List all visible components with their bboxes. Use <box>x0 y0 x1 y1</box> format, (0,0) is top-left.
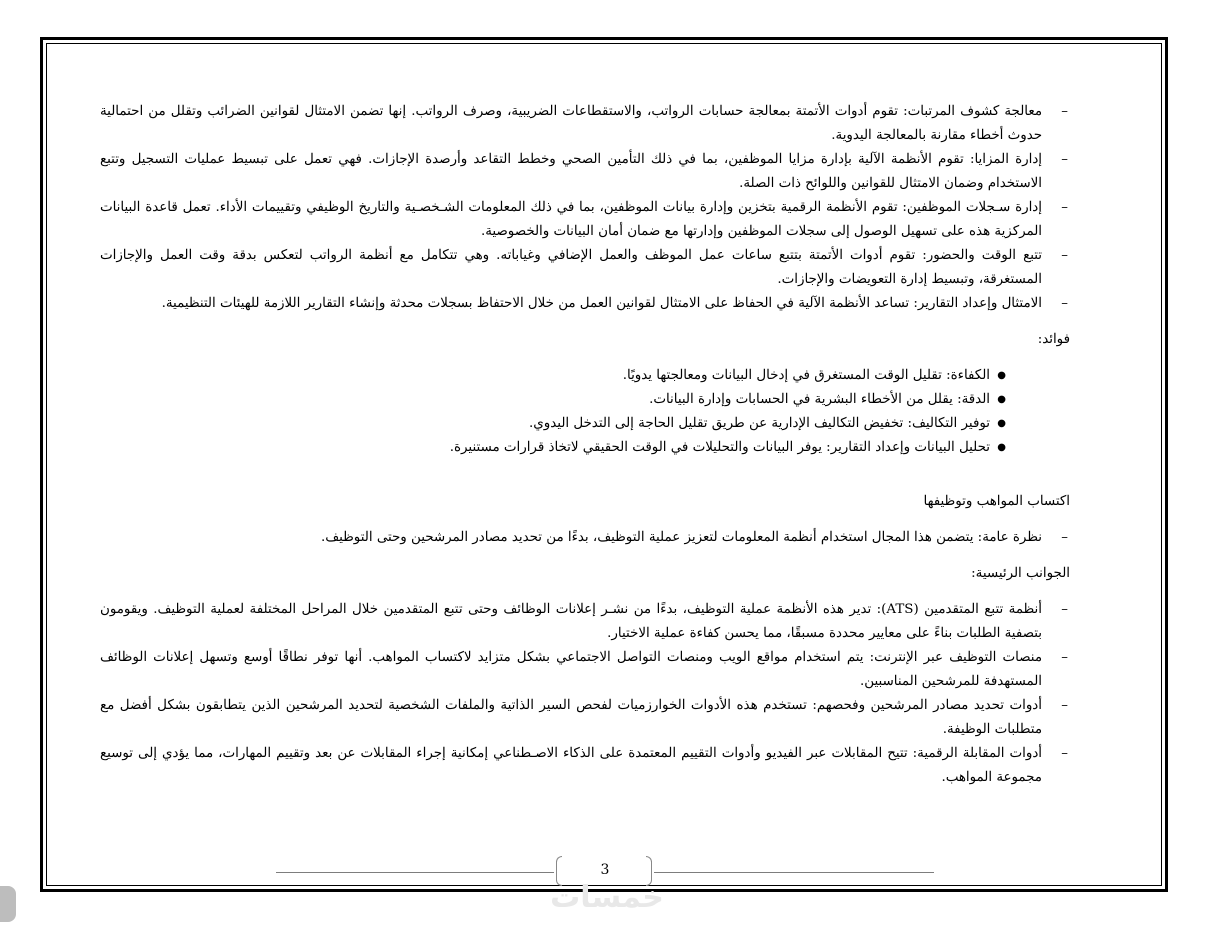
benefit-text: الدقة: يقلل من الأخطاء البشرية في الحسابات وإدارة البيانات. <box>649 392 990 407</box>
dash-marker: – <box>1061 200 1068 215</box>
list-item <box>100 292 1070 316</box>
list-item-text: إدارة سـجلات الموظفين: تقوم الأنظمة الرقمية بتخزين وإدارة بيانات الموظفين، بما في ذلك المعلومات الشـخصـية والتاريخ الوظيفي وتقييمات الأداء. تعمل قاعدة البيانات المركزية هذه على تسهيل الوصول إلى سجلات الموظفين وإدارتها مع ضمان أمان البيانات والخصوصية. <box>100 200 1042 239</box>
list-item-text: منصات التوظيف عبر الإنترنت: يتم استخدام مواقع الويب ومنصات التواصل الاجتماعي بشكل متزايد لاكتساب المواهب. أنها توفر نطاقًا أوسع وتسهل إعلانات الوظائف المستهدفة للمرشحين المناسبين. <box>100 650 1042 689</box>
list-item <box>100 196 1070 244</box>
list-item <box>100 646 1070 694</box>
list-item <box>100 526 1070 550</box>
list-item-text: أدوات المقابلة الرقمية: تتيح المقابلات عبر الفيديو وأدوات التقييم المعتمدة على الذكاء الاصـطناعي إمكانية إجراء المقابلات عن بعد وتقييم المهارات، مما يؤدي إلى توسيع مجموعة المواهب. <box>100 746 1042 785</box>
list-item-text: أدوات تحديد مصادر المرشحين وفحصهم: تستخدم هذه الأدوات الخوارزميات لفحص السير الذاتية والملفات الشخصية لتحديد المرشحين الذين يتطابقون بشكل أفضل مع متطلبات الوظيفة. <box>100 698 1042 737</box>
benefits-heading: فوائد: <box>1037 332 1070 347</box>
aspects-heading: الجوانب الرئيسية: <box>971 566 1070 581</box>
dash-marker: – <box>1061 746 1068 761</box>
benefit-item <box>100 388 1070 412</box>
footer-rule-left <box>276 872 554 873</box>
bullet-marker: ● <box>997 394 1006 405</box>
benefit-text: تحليل البيانات وإعداد التقارير: يوفر البيانات والتحليلات في الوقت الحقيقي لاتخاذ قرارات مستنيرة. <box>449 440 990 455</box>
bullet-marker: ● <box>997 442 1006 453</box>
benefit-text: الكفاءة: تقليل الوقت المستغرق في إدخال البيانات ومعالجتها يدويًا. <box>622 368 990 383</box>
list-item-text: نظرة عامة: يتضمن هذا المجال استخدام أنظمة المعلومات لتعزيز عملية التوظيف، بدءًا من تحديد مصادر المرشحين وحتى التوظيف. <box>320 530 1042 545</box>
dash-marker: – <box>1061 602 1068 617</box>
bullet-marker: ● <box>997 370 1006 381</box>
list-item-text: تتبع الوقت والحضور: تقوم أدوات الأتمتة بتتبع ساعات عمل الموظف والعمل الإضافي وغياباته. وهي تتكامل مع أنظمة الرواتب لتعكس بدقة وقت العمل والإجازات المستغرقة، وتبسيط إدارة التعويضات والإجازات. <box>100 248 1042 287</box>
list-item-text: الامتثال وإعداد التقارير: تساعد الأنظمة الآلية في الحفاظ على الامتثال لقوانين العمل من خلال الاحتفاظ بسجلات محدثة وإنشاء التقارير اللازمة للهيئات التنظيمية. <box>161 296 1042 311</box>
benefit-item <box>100 412 1070 436</box>
footer-rule-right <box>654 872 934 873</box>
list-item <box>100 694 1070 742</box>
dash-marker: – <box>1061 650 1068 665</box>
dash-marker: – <box>1061 698 1068 713</box>
watermark-logo: خمسات <box>550 880 664 915</box>
list-item-text: إدارة المزايا: تقوم الأنظمة الآلية بإدارة مزايا الموظفين، بما في ذلك التأمين الصحي وخطط التقاعد وأرصدة الإجازات. فهي تعمل على تبسيط عمليات التسجيل وتتبع الاستخدام وضمان الامتثال للقوانين واللوائح ذات الصلة. <box>100 152 1042 191</box>
benefit-text: توفير التكاليف: تخفيض التكاليف الإدارية عن طريق تقليل الحاجة إلى التدخل اليدوي. <box>529 416 990 431</box>
dash-marker: – <box>1061 248 1068 263</box>
dash-marker: – <box>1061 152 1068 167</box>
list-item-text: أنظمة تتبع المتقدمين (ATS): تدير هذه الأنظمة عملية التوظيف، بدءًا من نشـر إعلانات الوظائف وحتى تتبع المتقدمين خلال المراحل المختلفة لعملية التوظيف. ويقومون بتصفية الطلبات بناءً على معايير محددة مسبقًا، مما يحسن كفاءة عملية الاختيار. <box>100 602 1042 641</box>
list-item <box>100 148 1070 196</box>
benefit-item <box>100 364 1070 388</box>
section-heading: اكتساب المواهب وتوظيفها <box>923 494 1070 509</box>
list-item <box>100 244 1070 292</box>
side-scroll-tab[interactable] <box>0 886 16 922</box>
dash-marker: – <box>1061 104 1068 119</box>
bullet-marker: ● <box>997 418 1006 429</box>
list-item <box>100 598 1070 646</box>
page-number: 3 <box>600 862 610 878</box>
dash-marker: – <box>1061 296 1068 311</box>
list-item-text: معالجة كشوف المرتبات: تقوم أدوات الأتمتة بمعالجة حسابات الرواتب، والاستقطاعات الضريبية، وصرف الرواتب. إنها تضمن الامتثال لقوانين الضرائب وتقلل من احتمالية حدوث أخطاء مقارنة بالمعالجة اليدوية. <box>100 104 1042 143</box>
dash-marker: – <box>1061 530 1068 545</box>
list-item <box>100 742 1070 790</box>
benefit-item <box>100 436 1070 460</box>
list-item <box>100 100 1070 148</box>
document-content <box>100 100 1070 790</box>
